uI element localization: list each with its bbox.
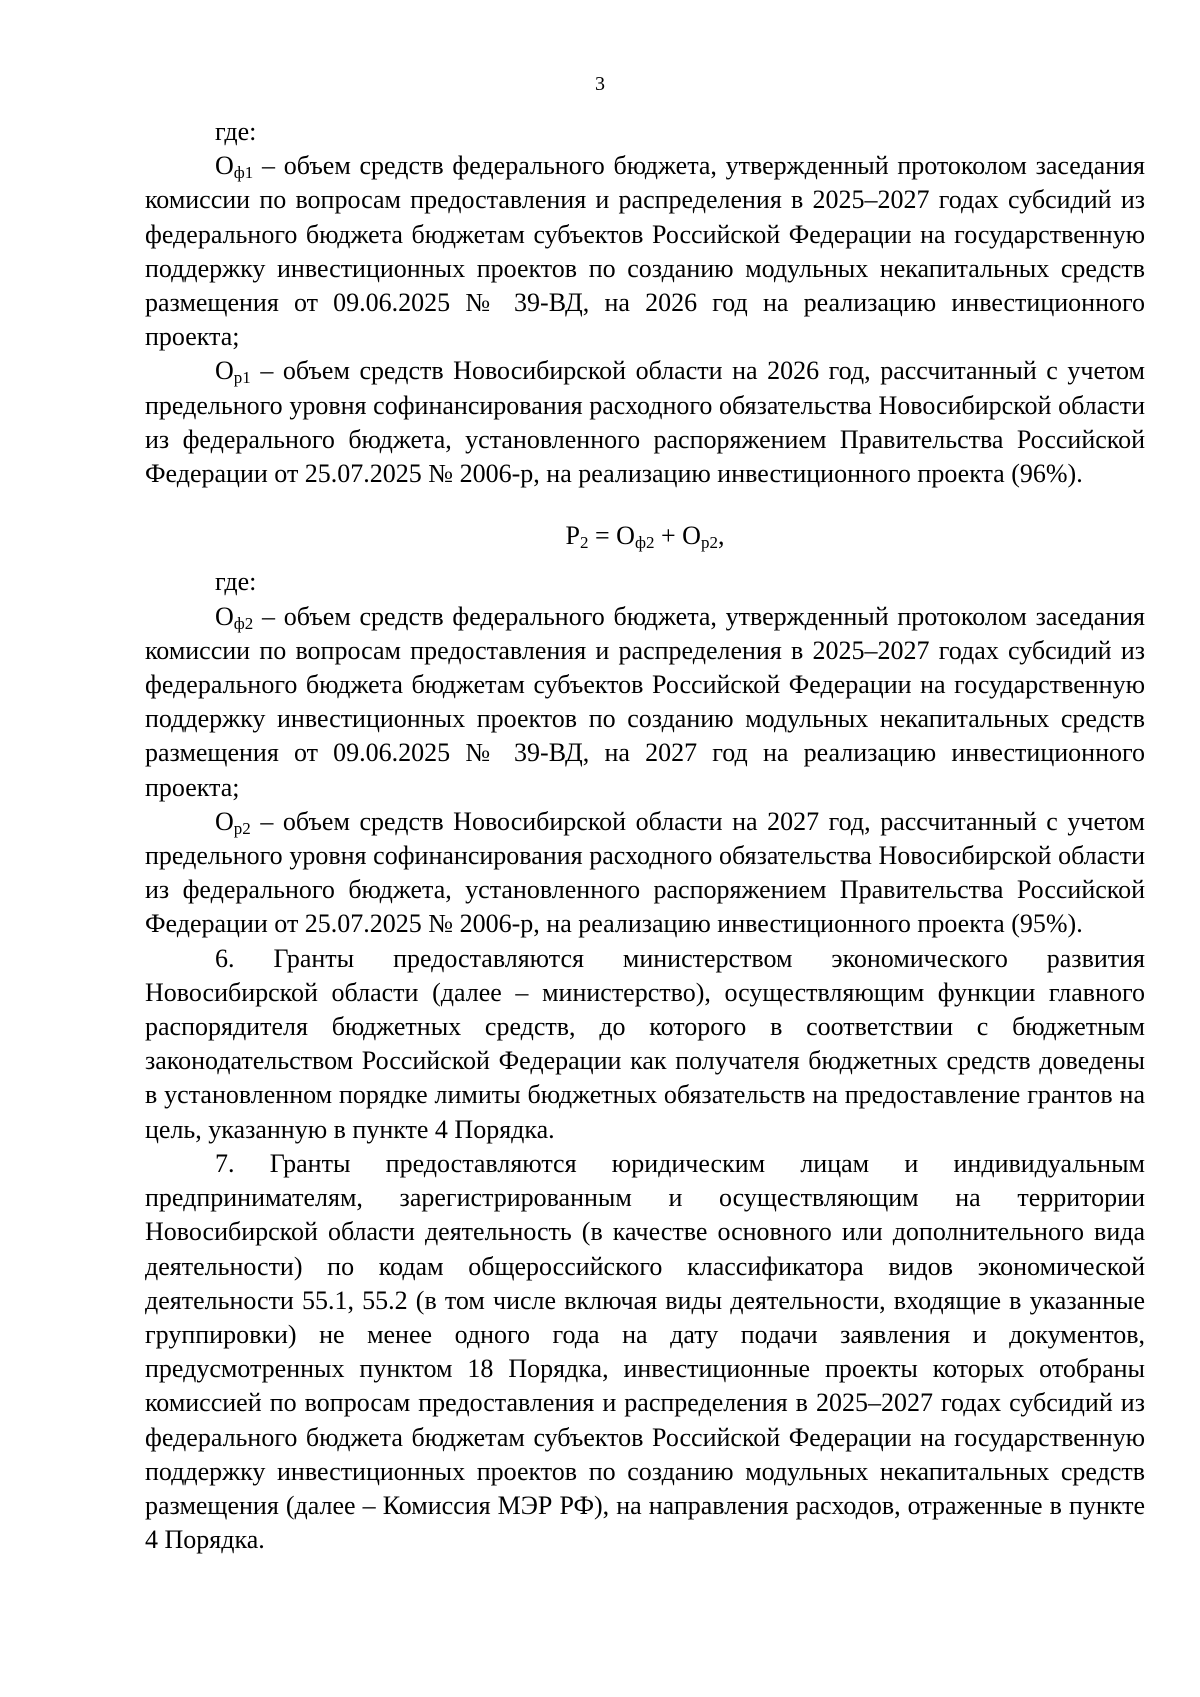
definition-of2-text: – объем средств федерального бюджета, утвержденный протоколом заседания комиссии по вопросам предоставления и распределения в 2025–2027 годах субсидий из федерального бюджета бюджетам субъектов Российской Федерации на государственную поддержку инвестиционных проектов по созданию модульных некапитальных средств размещения от 09.06.2025 № 39-ВД, на 2027 год на реализацию инвестиционного проекта; <box>145 601 1145 802</box>
where-label-1: где: <box>215 117 257 146</box>
formula-term2-sub: р2 <box>700 533 718 553</box>
definition-op1-text: – объем средств Новосибирской области на 2026 год, рассчитанный с учетом предельного уровня софинансирования расходного обязательства Новосибирской области из федерального бюджета, установленного распоряжением Правительства Российской Федерации от 25.07.2025 № 2006-р, на реализацию инвестиционного проекта (96%). <box>145 356 1145 489</box>
subscript-of1: ф1 <box>233 163 254 183</box>
definition-op2-text: – объем средств Новосибирской области на 2027 год, рассчитанный с учетом предельного уровня софинансирования расходного обязательства Новосибирской области из федерального бюджета, установленного распоряжением Правительства Российской Федерации от 25.07.2025 № 2006-р, на реализацию инвестиционного проекта (95%). <box>145 806 1145 939</box>
definition-of2 <box>145 600 1145 805</box>
symbol-of1: О <box>215 151 234 181</box>
paragraph-item-6: 6. Гранты предоставляются министерством экономического развития Новосибирской области (далее – министерство), осуществляющим функции главного распорядителя бюджетных средств, до которого в соответствии с бюджетным законодательством Российской Федерации как получателя бюджетных средств доведены в установленном порядке лимиты бюджетных обязательств на предоставление грантов на цель, указанную в пункте 4 Порядка. <box>145 943 1145 1144</box>
definition-op2 <box>145 805 1145 942</box>
definition-op1 <box>145 354 1145 491</box>
subscript-op2: р2 <box>233 818 251 838</box>
subscript-op1: р1 <box>233 368 251 388</box>
page-number: 3 <box>595 73 605 95</box>
definition-of1-text: – объем средств федерального бюджета, утвержденный протоколом заседания комиссии по вопросам предоставления и распределения в 2025–2027 годах субсидий из федерального бюджета бюджетам субъектов Российской Федерации на государственную поддержку инвестиционных проектов по созданию модульных некапитальных средств размещения от 09.06.2025 № 39-ВД, на 2026 год на реализацию инвестиционного проекта; <box>145 151 1145 352</box>
formula-end: , <box>717 521 725 551</box>
document-body <box>145 115 1145 1557</box>
paragraph-item-7: 7. Гранты предоставляются юридическим лицам и индивидуальным предпринимателям, зарегистрированным и осуществляющим на территории Новосибирской области деятельность (в качестве основного или дополнительного вида деятельности) по кодам общероссийского классификатора видов экономической деятельности 55.1, 55.2 (в том числе включая виды деятельности, входящие в указанные группировки) не менее одного года на дату подачи заявления и документов, предусмотренных пунктом 18 Порядка, инвестиционные проекты которых отобраны комиссией по вопросам предоставления и распределения в 2025–2027 годах субсидий из федерального бюджета бюджетам субъектов Российской Федерации на государственную поддержку инвестиционных проектов по созданию модульных некапитальных средств размещения (далее – Комиссия МЭР РФ), на направления расходов, отраженные в пункте 4 Порядка. <box>145 1148 1145 1555</box>
subscript-of2: ф2 <box>233 613 254 633</box>
formula-p2 <box>145 519 1145 553</box>
formula-lhs: Р <box>565 521 581 551</box>
formula-lhs-sub: 2 <box>580 533 589 553</box>
symbol-op2: О <box>215 806 234 836</box>
symbol-of2: О <box>215 601 234 631</box>
formula-eq: = О <box>588 521 635 551</box>
formula-plus: + О <box>654 521 701 551</box>
symbol-op1: О <box>215 356 234 386</box>
definition-of1 <box>145 149 1145 354</box>
where-label-2: где: <box>215 567 257 597</box>
formula-term1-sub: ф2 <box>634 533 655 553</box>
